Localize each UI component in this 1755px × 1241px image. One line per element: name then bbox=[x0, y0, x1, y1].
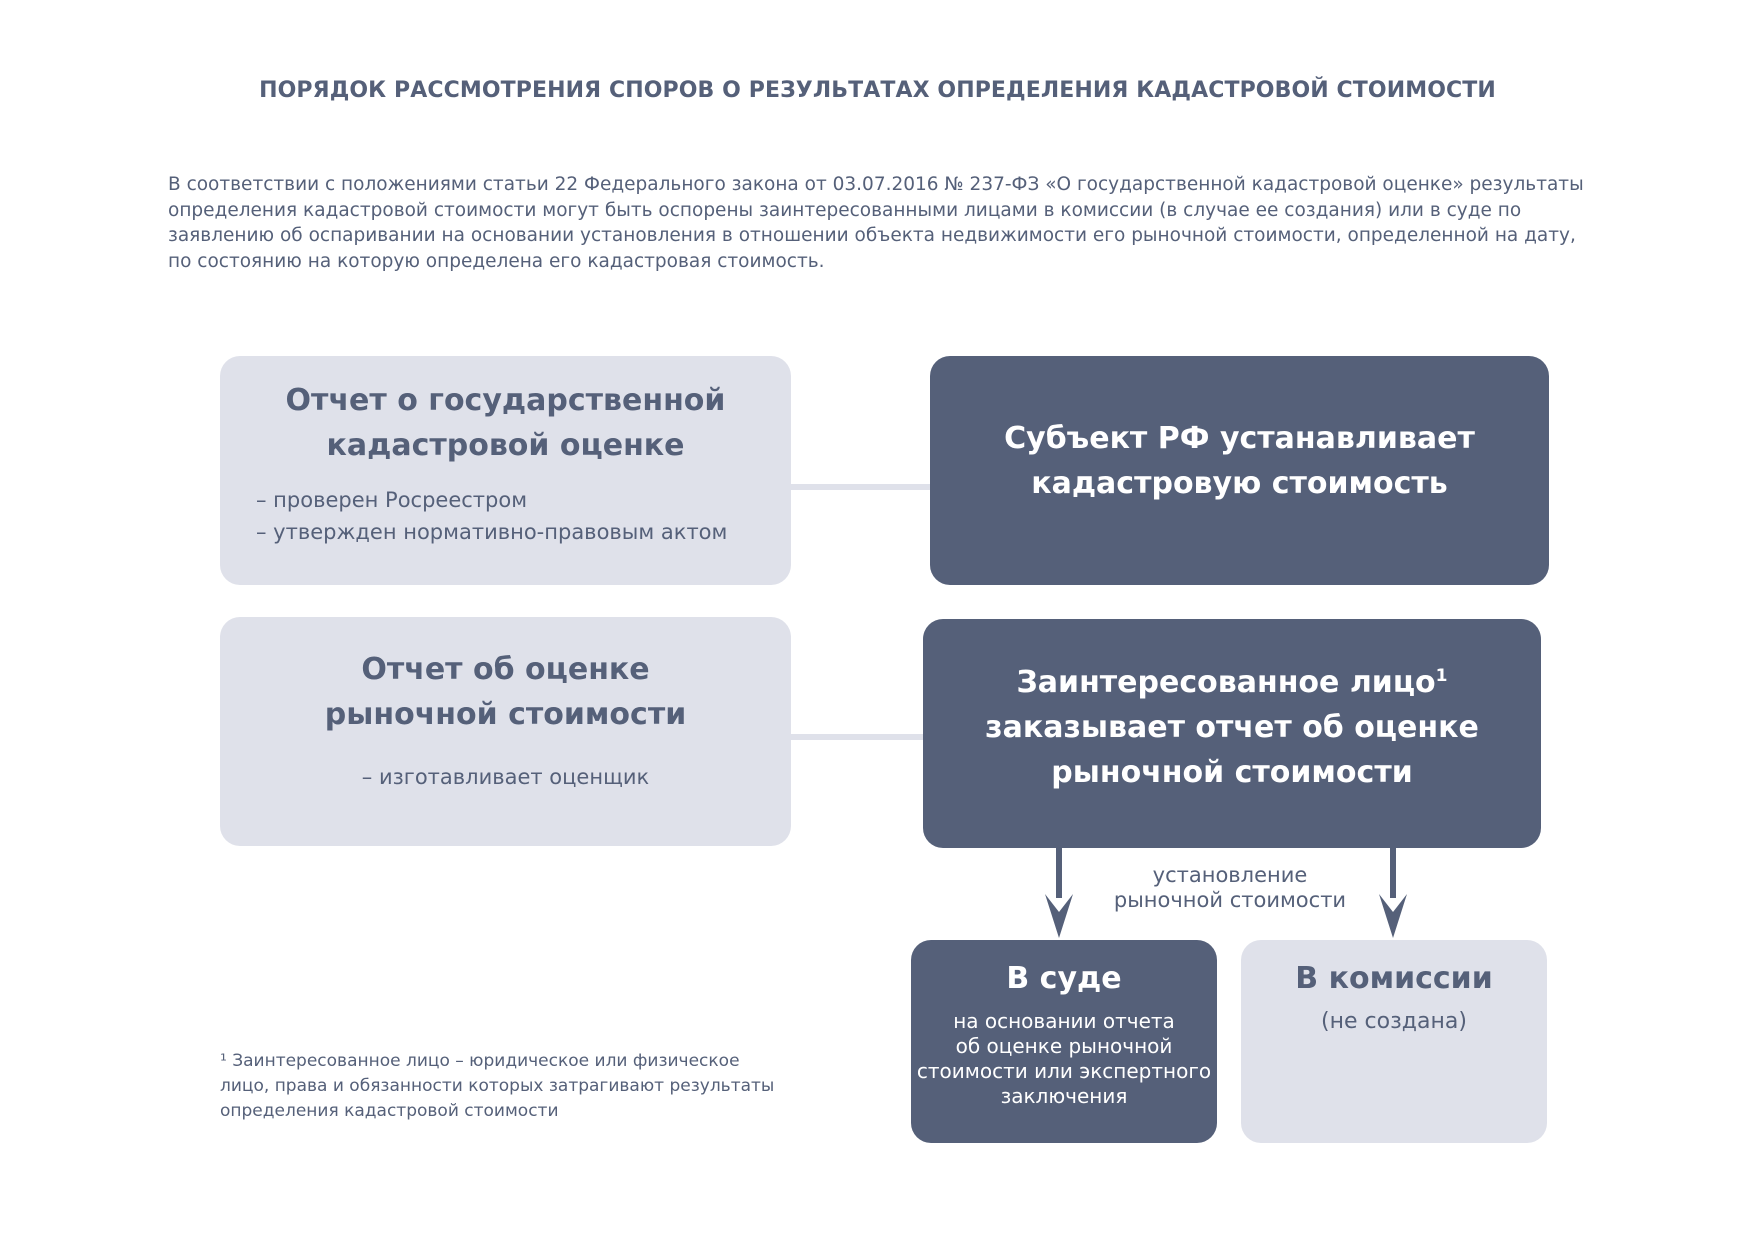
court-description-line: об оценке рыночной bbox=[955, 1034, 1173, 1058]
court-description-line: стоимости или экспертного bbox=[916, 1059, 1212, 1083]
arrow-down-icon bbox=[1043, 892, 1075, 940]
interested-person-text: Заинтересованное лицо bbox=[1016, 665, 1436, 700]
footnote bbox=[220, 1049, 840, 1124]
arrow-caption-line1: установление bbox=[1152, 863, 1308, 887]
market-value-report-item: – изготавливает оценщик bbox=[361, 765, 650, 789]
footnote-line1: ¹ Заинтересованное лицо – юридическое или физическое bbox=[220, 1051, 740, 1071]
arrow-down-icon bbox=[1377, 892, 1409, 940]
arrow-to-commission-line bbox=[1390, 848, 1396, 898]
subject-rf-box bbox=[930, 356, 1549, 585]
market-value-report-title-line2: рыночной стоимости bbox=[324, 697, 687, 732]
court-description-line: на основании отчета bbox=[953, 1009, 1175, 1033]
footnote-line3: определения кадастровой стоимости bbox=[220, 1101, 559, 1121]
connector-row-1 bbox=[785, 484, 935, 490]
commission-note: (не создана) bbox=[1321, 1009, 1467, 1034]
subject-rf-line2: кадастровую стоимость bbox=[1031, 466, 1448, 501]
commission-title: В комиссии bbox=[1295, 961, 1493, 996]
arrow-caption bbox=[1090, 863, 1370, 913]
list-item: – утвержден нормативно-правовым актом bbox=[256, 520, 728, 544]
interested-person-line3: рыночной стоимости bbox=[1051, 755, 1413, 790]
interested-person-line1 bbox=[1016, 660, 1447, 705]
footnote-line2: лицо, права и обязанности которых затрагивают результаты bbox=[220, 1076, 775, 1096]
page-title: ПОРЯДОК РАССМОТРЕНИЯ СПОРОВ О РЕЗУЛЬТАТАХ ОПРЕДЕЛЕНИЯ КАДАСТРОВОЙ СТОИМОСТИ bbox=[259, 78, 1496, 103]
court-description-line: заключения bbox=[1000, 1084, 1128, 1108]
state-cadastral-report-title-line1: Отчет о государственной bbox=[285, 383, 726, 418]
court-box bbox=[911, 940, 1217, 1143]
arrow-to-court-line bbox=[1056, 848, 1062, 898]
arrow-caption-line2: рыночной стоимости bbox=[1113, 888, 1347, 912]
market-value-report-title-line1: Отчет об оценке bbox=[361, 652, 650, 687]
interested-person-line2: заказывает отчет об оценке bbox=[985, 710, 1479, 745]
list-item: – проверен Росреестром bbox=[256, 488, 528, 512]
connector-row-2 bbox=[785, 734, 930, 740]
market-value-report-box bbox=[220, 617, 791, 846]
interested-person-box bbox=[923, 619, 1541, 848]
state-cadastral-report-box bbox=[220, 356, 791, 585]
state-cadastral-report-items bbox=[220, 484, 727, 548]
footnote-marker: 1 bbox=[1435, 666, 1448, 686]
court-description bbox=[917, 1009, 1211, 1109]
state-cadastral-report-title-line2: кадастровой оценке bbox=[326, 428, 685, 463]
commission-box bbox=[1241, 940, 1547, 1143]
intro-paragraph: В соответствии с положениями статьи 22 Федерального закона от 03.07.2016 № 237-ФЗ «О государственной кадастровой оценке» результаты определения кадастровой стоимости могут быть оспорены заинтересованными лицами в комиссии (в случае ее создания) или в суде по заявлению об оспаривании на основании установления в отношении объекта недвижимости его рыночной стоимости, определенной на дату, по состоянию на которую определена его кадастровая стоимость. bbox=[168, 174, 1584, 272]
court-title: В суде bbox=[1006, 961, 1122, 996]
subject-rf-line1: Субъект РФ устанавливает bbox=[1004, 421, 1475, 456]
